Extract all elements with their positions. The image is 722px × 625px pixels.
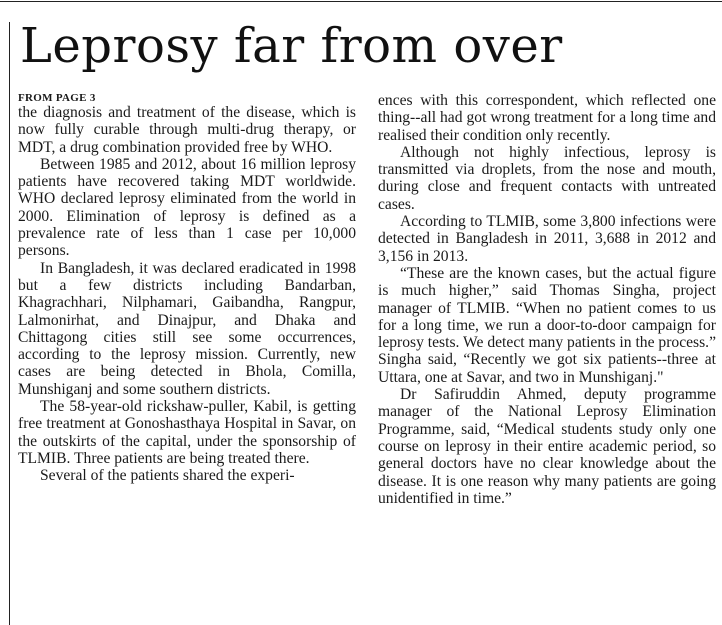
paragraph: According to TLMIB, some 3,800 infections were detected in Bangladesh in 2011, 3,688 in 2012 and 3,156 in 2013. [378,213,716,265]
paragraph: Between 1985 and 2012, about 16 million leprosy patients have recovered taking MDT worldwide. WHO declared leprosy eliminated from the world in 2000. Elimination of leprosy is defined as a prevalence rate of less than 1 case per 10,000 persons. [18,155,356,260]
paragraph: Several of the patients shared the experi- [40,467,295,485]
article-column-left [18,92,356,485]
paragraph: In Bangladesh, it was declared eradicated in 1998 but a few districts including Bandarban, Khagrachhari, Nilphamari, Gaibandha, Rangpur, Lalmonirhat, and Dinajpur, and Dhaka and Chittagong cities still see some occurrences, according to the leprosy mission. Currently, new cases are being detected in Bhola, Comilla, Munshiganj and some southern districts. [18,259,356,398]
continued-from-label: FROM PAGE 3 [18,92,96,104]
paragraph: “These are the known cases, but the actual figure is much higher,” said Thomas Singha, project manager of TLMIB. “When no patient comes to us for a long time, we run a door-to-door campaign for leprosy tests. We detect many patients in the process.” Singha said, “Recently we got six patients--three at Uttara, one at Savar, and two in Munshiganj." [378,264,716,386]
paragraph: the diagnosis and treatment of the disease, which is now fully curable through multi-drug therapy, or MDT, a drug combination provided free by WHO. [18,104,356,156]
left-column-rule [9,22,10,625]
paragraph: Dr Safiruddin Ahmed, deputy programme manager of the National Leprosy Elimination Programme, said, “Medical students study only one course on leprosy in their entire academic period, so general doctors have no clear knowledge about the disease. It is one reason why many patients are going unidentified in time.” [378,386,716,507]
article-column-right [378,92,716,507]
paragraph: Although not highly infectious, leprosy is transmitted via droplets, from the nose and mouth, during close and frequent contacts with untreated cases. [378,143,716,213]
article-headline: Leprosy far from over [20,18,563,74]
paragraph: The 58-year-old rickshaw-puller, Kabil, is getting free treatment at Gonoshasthaya Hospital in Savar, on the outskirts of the capital, under the sponsorship of TLMIB. Three patients are being treated there. [18,398,356,467]
top-border-rule [0,1,722,2]
paragraph: ences with this correspondent, which reflected one thing--all had got wrong treatment for a long time and realised their condition only recently. [378,92,716,144]
